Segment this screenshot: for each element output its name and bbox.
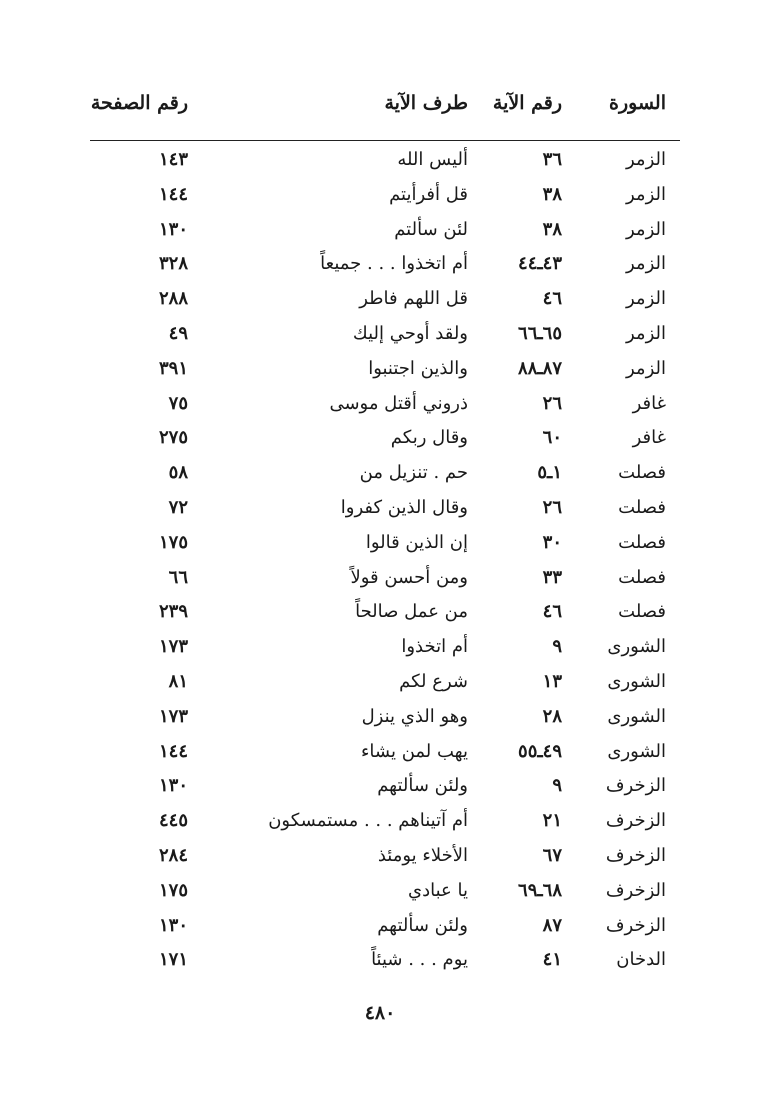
row-ayah-phrase: قل أفرأيتم xyxy=(389,183,468,205)
row-ayah-phrase: وقال الذين كفروا xyxy=(340,496,468,518)
row-ayah-number: ٦٥ـ٦٦ xyxy=(518,322,562,344)
row-ayah-number: ٤١ xyxy=(542,949,562,971)
row-surah: الشورى xyxy=(607,740,666,762)
row-ayah-number: ٤٩ـ٥٥ xyxy=(518,740,562,762)
header-divider xyxy=(90,140,680,141)
row-ayah-phrase: أم اتخذوا xyxy=(401,636,468,658)
row-ayah-number: ٣٨ xyxy=(542,218,562,240)
row-page-number: ١٤٤ xyxy=(158,183,188,205)
row-ayah-number: ١٣ xyxy=(542,670,562,692)
row-page-number: ٢٨٤ xyxy=(158,844,188,866)
row-page-number: ١٧٣ xyxy=(158,705,188,727)
row-ayah-number: ٣٣ xyxy=(542,566,562,588)
table-row xyxy=(90,876,680,911)
row-ayah-phrase: وهو الذي ينزل xyxy=(361,705,468,727)
row-ayah-phrase: ذروني أقتل موسى xyxy=(329,392,468,414)
row-ayah-phrase: يهب لمن يشاء xyxy=(360,740,468,762)
row-ayah-number: ٦٨ـ٦٩ xyxy=(518,879,562,901)
row-ayah-number: ٨٧ـ٨٨ xyxy=(518,357,562,379)
row-ayah-phrase: الأخلاء يومئذ xyxy=(377,844,468,866)
row-surah: الزمر xyxy=(626,149,666,170)
row-page-number: ١٧١ xyxy=(158,949,188,971)
row-page-number: ١٣٠ xyxy=(158,775,188,797)
row-ayah-phrase: وقال ربكم xyxy=(390,427,468,449)
row-surah: فصلت xyxy=(618,462,666,484)
table-row xyxy=(90,737,680,772)
row-surah: غافر xyxy=(632,392,666,414)
row-ayah-number: ٣٦ xyxy=(542,149,562,170)
table-row xyxy=(90,945,680,980)
row-ayah-phrase: لئن سألتم xyxy=(394,218,468,240)
row-ayah-phrase: من عمل صالحاً xyxy=(355,601,468,623)
row-ayah-number: ١ـ٥ xyxy=(537,462,562,484)
header-ayah-number: رقم الآية xyxy=(492,92,562,114)
row-ayah-number: ٤٦ xyxy=(542,288,562,310)
table-row xyxy=(90,423,680,458)
index-table-body xyxy=(90,145,680,980)
row-ayah-phrase: قل اللهم فاطر xyxy=(359,288,468,310)
row-surah: الشورى xyxy=(607,636,666,658)
table-row xyxy=(90,632,680,667)
row-page-number: ٢٧٥ xyxy=(158,427,188,449)
table-row xyxy=(90,284,680,319)
row-ayah-number: ٢٦ xyxy=(542,392,562,414)
row-ayah-phrase: إن الذين قالوا xyxy=(365,531,468,553)
row-ayah-number: ٩ xyxy=(552,636,562,658)
row-surah: الزخرف xyxy=(605,775,666,797)
row-page-number: ٢٣٩ xyxy=(158,601,188,623)
header-page-number: رقم الصفحة xyxy=(90,92,188,114)
row-surah: الزخرف xyxy=(605,844,666,866)
table-row xyxy=(90,771,680,806)
row-page-number: ٤٤٥ xyxy=(158,810,188,832)
row-page-number: ٧٢ xyxy=(168,496,188,518)
row-page-number: ٤٩ xyxy=(168,322,188,344)
table-row xyxy=(90,389,680,424)
row-surah: الشورى xyxy=(607,705,666,727)
row-page-number: ٦٦ xyxy=(168,566,188,588)
row-ayah-number: ٤٦ xyxy=(542,601,562,623)
row-ayah-phrase: ولئن سألتهم xyxy=(377,775,468,797)
row-ayah-number: ٤٣ـ٤٤ xyxy=(518,253,562,275)
row-ayah-number: ٦٧ xyxy=(542,844,562,866)
row-page-number: ١٤٣ xyxy=(158,149,188,170)
row-surah: الزخرف xyxy=(605,810,666,832)
table-row xyxy=(90,911,680,946)
row-surah: الشورى xyxy=(607,670,666,692)
table-row xyxy=(90,249,680,284)
row-surah: فصلت xyxy=(618,566,666,588)
row-ayah-number: ٦٠ xyxy=(542,427,562,449)
row-ayah-phrase: ولئن سألتهم xyxy=(377,914,468,936)
table-row xyxy=(90,563,680,598)
row-page-number: ١٤٤ xyxy=(158,740,188,762)
row-ayah-phrase: أم اتخذوا . . . جميعاً xyxy=(320,253,468,275)
row-ayah-number: ٣٨ xyxy=(542,183,562,205)
row-surah: فصلت xyxy=(618,496,666,518)
row-ayah-number: ٢٨ xyxy=(542,705,562,727)
row-ayah-phrase: أم آتيناهم . . . مستمسكون xyxy=(268,810,468,832)
row-surah: الزمر xyxy=(626,357,666,379)
table-row xyxy=(90,180,680,215)
row-page-number: ١٣٠ xyxy=(158,218,188,240)
row-ayah-phrase: شرع لكم xyxy=(399,670,468,692)
row-surah: الزخرف xyxy=(605,879,666,901)
row-surah: الزمر xyxy=(626,322,666,344)
table-row xyxy=(90,841,680,876)
header-ayah-phrase: طرف الآية xyxy=(384,92,468,114)
table-row xyxy=(90,458,680,493)
table-row xyxy=(90,354,680,389)
table-row xyxy=(90,702,680,737)
row-surah: فصلت xyxy=(618,531,666,553)
row-page-number: ٧٥ xyxy=(168,392,188,414)
table-row xyxy=(90,319,680,354)
row-page-number: ١٧٥ xyxy=(158,531,188,553)
row-ayah-phrase: يوم . . . شيئاً xyxy=(371,949,468,971)
row-page-number: ٥٨ xyxy=(168,462,188,484)
row-ayah-number: ٢٦ xyxy=(542,496,562,518)
table-row xyxy=(90,597,680,632)
table-row xyxy=(90,806,680,841)
row-ayah-phrase: ومن أحسن قولاً xyxy=(350,566,468,588)
row-ayah-phrase: ولقد أوحي إليك xyxy=(352,322,468,344)
table-row xyxy=(90,493,680,528)
row-surah: الزخرف xyxy=(605,914,666,936)
row-surah: الزمر xyxy=(626,183,666,205)
row-page-number: ٢٨٨ xyxy=(158,288,188,310)
row-surah: فصلت xyxy=(618,601,666,623)
row-page-number: ١٧٣ xyxy=(158,636,188,658)
row-ayah-phrase: حم . تنزيل من xyxy=(359,462,468,484)
row-ayah-number: ٨٧ xyxy=(542,914,562,936)
table-header xyxy=(90,92,680,126)
row-page-number: ٣٢٨ xyxy=(158,253,188,275)
row-surah: الدخان xyxy=(616,949,666,971)
row-ayah-number: ٩ xyxy=(552,775,562,797)
row-surah: الزمر xyxy=(626,253,666,275)
table-row xyxy=(90,667,680,702)
row-ayah-phrase: والذين اجتنبوا xyxy=(368,357,468,379)
row-page-number: ٣٩١ xyxy=(158,357,188,379)
row-surah: غافر xyxy=(632,427,666,449)
row-ayah-phrase: يا عبادي xyxy=(408,879,468,901)
row-ayah-number: ٢١ xyxy=(542,810,562,832)
row-ayah-number: ٣٠ xyxy=(542,531,562,553)
row-page-number: ١٣٠ xyxy=(158,914,188,936)
row-page-number: ١٧٥ xyxy=(158,879,188,901)
table-row xyxy=(90,528,680,563)
row-ayah-phrase: أليس الله xyxy=(397,149,468,170)
row-page-number: ٨١ xyxy=(168,670,188,692)
page-footer-number: ٤٨٠ xyxy=(364,1002,396,1024)
table-row xyxy=(90,145,680,180)
header-surah: السورة xyxy=(609,92,666,114)
row-surah: الزمر xyxy=(626,288,666,310)
row-surah: الزمر xyxy=(626,218,666,240)
table-row xyxy=(90,215,680,250)
